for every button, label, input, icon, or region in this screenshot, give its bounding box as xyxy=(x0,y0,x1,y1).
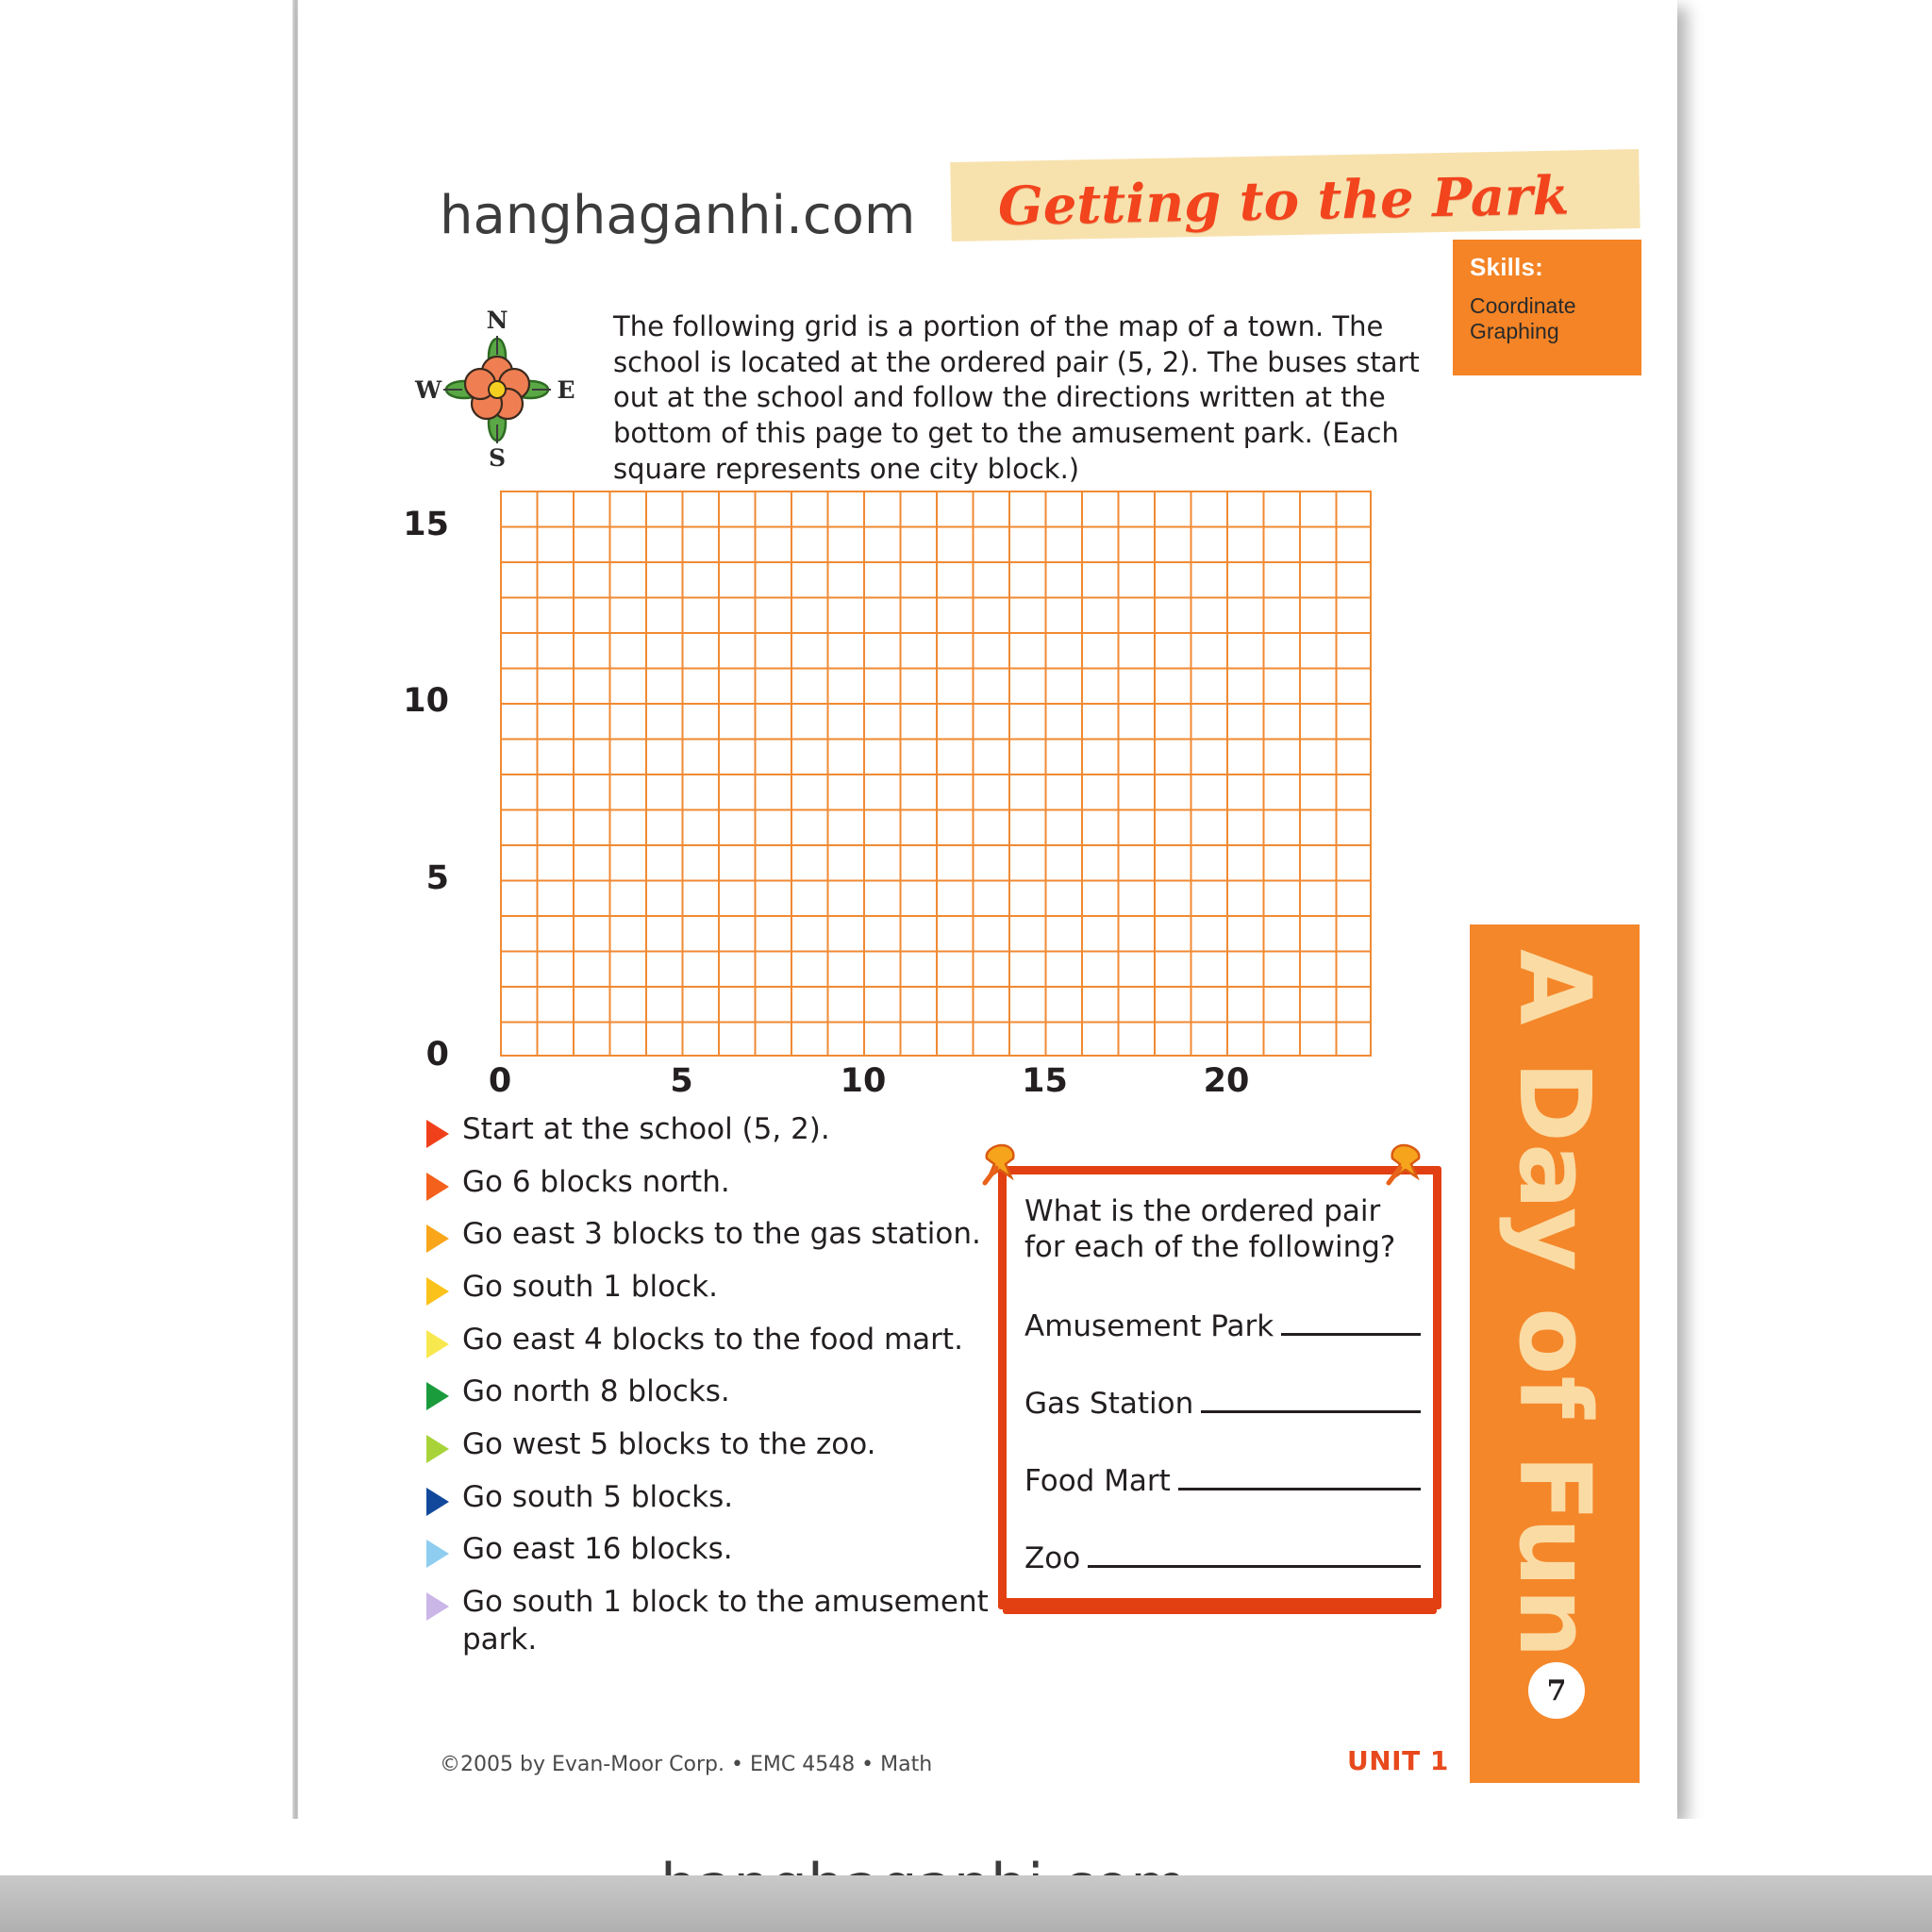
x-axis-tick-label: 20 xyxy=(1203,1062,1250,1100)
direction-text: Go east 3 blocks to the gas station. xyxy=(462,1217,981,1252)
direction-item xyxy=(426,1216,1011,1254)
x-axis-tick-label: 0 xyxy=(488,1062,512,1100)
direction-item xyxy=(426,1164,1011,1202)
direction-text: Start at the school (5, 2). xyxy=(462,1112,830,1146)
arrow-right-icon xyxy=(426,1488,449,1516)
direction-text: Go south 1 block. xyxy=(462,1270,718,1305)
coordinate-grid-chart xyxy=(403,491,1387,1100)
compass-rose-icon xyxy=(408,300,587,479)
question-answer-row xyxy=(1024,1309,1421,1343)
answer-label: Amusement Park xyxy=(1024,1308,1274,1343)
direction-text: Go south 5 blocks. xyxy=(462,1479,734,1514)
arrow-right-icon xyxy=(426,1592,449,1621)
directions-list xyxy=(426,1111,1011,1674)
question-answer-rows xyxy=(1024,1309,1421,1575)
direction-item xyxy=(426,1426,1011,1464)
y-axis-tick-label: 10 xyxy=(403,682,449,720)
y-axis-tick-label: 5 xyxy=(425,858,449,897)
compass-label-east: E xyxy=(557,376,575,404)
skills-box xyxy=(1453,240,1641,375)
skills-value: Coordinate Graphing xyxy=(1470,293,1576,344)
unit-tab-title: A Day of Fun xyxy=(1497,949,1612,1659)
pushpin-icon xyxy=(1379,1140,1432,1192)
x-axis-tick-label: 5 xyxy=(670,1062,693,1100)
direction-item xyxy=(426,1584,1011,1658)
arrow-right-icon xyxy=(426,1540,449,1568)
arrow-right-icon xyxy=(426,1330,449,1358)
footer-unit-label: UNIT 1 xyxy=(1347,1745,1449,1776)
question-box-content xyxy=(1024,1194,1421,1575)
answer-blank-field[interactable] xyxy=(1088,1547,1421,1568)
compass-label-south: S xyxy=(488,444,507,472)
arrow-right-icon xyxy=(426,1173,449,1201)
grid-area xyxy=(500,491,1372,1057)
arrow-right-icon xyxy=(426,1224,449,1253)
direction-text: Go south 1 block to the amusement park. xyxy=(462,1585,989,1657)
direction-item xyxy=(426,1111,1011,1149)
question-answer-row xyxy=(1024,1541,1421,1575)
arrow-right-icon xyxy=(426,1120,449,1148)
arrow-right-icon xyxy=(426,1277,449,1306)
page-title: Getting to the Park xyxy=(997,164,1570,238)
unit-tab xyxy=(1470,924,1640,1783)
answer-label: Gas Station xyxy=(1024,1386,1194,1421)
x-axis-tick-label: 10 xyxy=(840,1062,887,1100)
y-axis-tick-label: 0 xyxy=(425,1036,449,1074)
bottom-band-shadow xyxy=(0,1875,1932,1932)
footer-copyright: ©2005 by Evan-Moor Corp. • EMC 4548 • Math xyxy=(440,1753,933,1776)
direction-item xyxy=(426,1322,1011,1359)
answer-blank-field[interactable] xyxy=(1281,1315,1421,1336)
answer-label: Food Mart xyxy=(1024,1463,1171,1498)
arrow-right-icon xyxy=(426,1382,449,1410)
question-box xyxy=(998,1166,1441,1609)
direction-item xyxy=(426,1479,1011,1517)
pushpin-icon xyxy=(974,1140,1026,1192)
direction-text: Go north 8 blocks. xyxy=(462,1374,730,1409)
direction-text: Go east 16 blocks. xyxy=(462,1532,733,1567)
answer-blank-field[interactable] xyxy=(1178,1470,1421,1491)
answer-label: Zoo xyxy=(1024,1541,1081,1575)
question-answer-row xyxy=(1024,1387,1421,1421)
direction-text: Go 6 blocks north. xyxy=(462,1164,730,1199)
direction-text: Go west 5 blocks to the zoo. xyxy=(462,1427,876,1462)
direction-item xyxy=(426,1531,1011,1569)
skills-label: Skills: xyxy=(1470,253,1543,281)
compass-label-west: W xyxy=(414,376,442,404)
question-answer-row xyxy=(1024,1464,1421,1498)
intro-paragraph: The following grid is a portion of the map of a town. The school is located at the ordered pair (5, 2). The buses start out at the school and follow the directions written at the bottom of this page to get to the amusement park. (Each square represents one city block.) xyxy=(613,310,1420,485)
direction-item xyxy=(426,1374,1011,1411)
question-box-title: What is the ordered pair for each of the following? xyxy=(1024,1194,1396,1264)
arrow-right-icon xyxy=(426,1435,449,1463)
page-number-badge: 7 xyxy=(1528,1662,1585,1719)
y-axis-tick-label: 15 xyxy=(403,505,449,543)
answer-blank-field[interactable] xyxy=(1201,1392,1421,1413)
direction-text: Go east 4 blocks to the food mart. xyxy=(462,1322,963,1357)
compass-label-north: N xyxy=(486,307,508,334)
direction-item xyxy=(426,1269,1011,1307)
watermark-top: hanghaganhi.com xyxy=(440,185,916,246)
x-axis-tick-label: 15 xyxy=(1022,1062,1068,1100)
